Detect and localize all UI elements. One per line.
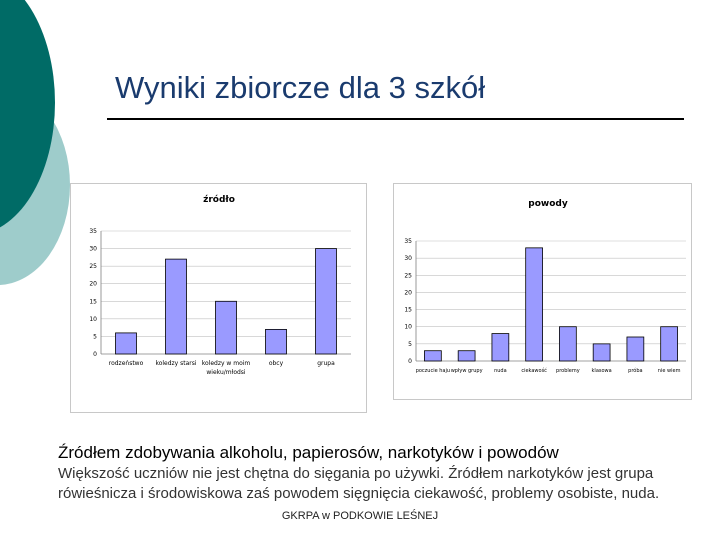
source-y-tick-label: 25 xyxy=(89,263,97,271)
title-underline xyxy=(107,118,684,120)
source-y-tick-label: 5 xyxy=(93,333,97,341)
reasons-y-tick-label: 35 xyxy=(404,238,412,245)
caption-body: Większość uczniów nie jest chętna do sięgania po używki. Źródłem narkotyków jest grupa rówieśnicza i środowiskowa zaś powodem sięgnięcia ciekawość, problemy osobiste, nuda. xyxy=(58,465,660,502)
reasons-bar xyxy=(593,344,610,361)
chart-panel-reasons xyxy=(393,183,692,400)
source-y-tick-label: 15 xyxy=(89,298,97,306)
source-y-tick-label: 35 xyxy=(89,228,97,235)
reasons-y-tick-label: 25 xyxy=(404,272,412,280)
source-category-label: obcy xyxy=(268,360,284,367)
reasons-category-label: wpływ grupy xyxy=(450,368,483,374)
reasons-category-label: nuda xyxy=(494,368,507,374)
source-bar xyxy=(116,333,137,354)
slide-title: Wyniki zbiorcze dla 3 szkół xyxy=(115,70,486,105)
reasons-chart-title: powody xyxy=(528,199,568,209)
reasons-category-label: klasowa xyxy=(591,368,612,374)
caption-lead: Źródłem zdobywania alkoholu, papierosów, narkotyków i powodów xyxy=(58,443,559,462)
reasons-bar xyxy=(492,334,509,361)
reasons-category-label: ciekawość xyxy=(521,368,547,374)
source-y-tick-label: 30 xyxy=(89,245,97,253)
source-category-label: grupa xyxy=(317,360,335,367)
reasons-bar xyxy=(526,248,543,361)
reasons-category-label: problemy xyxy=(556,368,580,374)
source-chart-title: źródło xyxy=(203,195,235,205)
reasons-category-label: poczucie haju xyxy=(415,368,451,374)
reasons-y-tick-label: 30 xyxy=(404,255,412,263)
source-bar xyxy=(166,259,187,354)
source-category-label: koledzy starsi xyxy=(155,360,197,367)
source-category-label: koledzy w moim xyxy=(201,360,251,367)
source-bar xyxy=(216,301,237,354)
slide-footer: GKRPA w PODKOWIE LEŚNEJ xyxy=(281,510,439,522)
reasons-bar xyxy=(458,351,475,361)
reasons-bar xyxy=(424,351,441,361)
slide-caption xyxy=(58,443,678,504)
source-category-label: rodzeństwo xyxy=(108,360,144,367)
chart-panel-source xyxy=(70,183,367,413)
reasons-bar xyxy=(627,337,644,361)
source-chart xyxy=(71,184,366,412)
source-bar xyxy=(266,329,287,354)
source-y-tick-label: 20 xyxy=(89,280,97,288)
reasons-y-tick-label: 20 xyxy=(404,289,412,297)
source-y-tick-label: 10 xyxy=(89,315,97,323)
reasons-y-tick-label: 5 xyxy=(408,340,412,348)
reasons-bar xyxy=(559,327,576,361)
source-category-label: wieku/młodsi xyxy=(206,369,246,376)
reasons-bar xyxy=(661,327,678,361)
reasons-y-tick-label: 15 xyxy=(404,306,412,314)
reasons-chart xyxy=(394,184,691,399)
reasons-category-label: nie wiem xyxy=(657,368,681,374)
reasons-y-tick-label: 10 xyxy=(404,323,412,331)
reasons-y-tick-label: 0 xyxy=(408,358,412,365)
source-y-tick-label: 0 xyxy=(93,351,97,358)
reasons-category-label: próba xyxy=(628,368,643,374)
source-bar xyxy=(316,249,337,354)
